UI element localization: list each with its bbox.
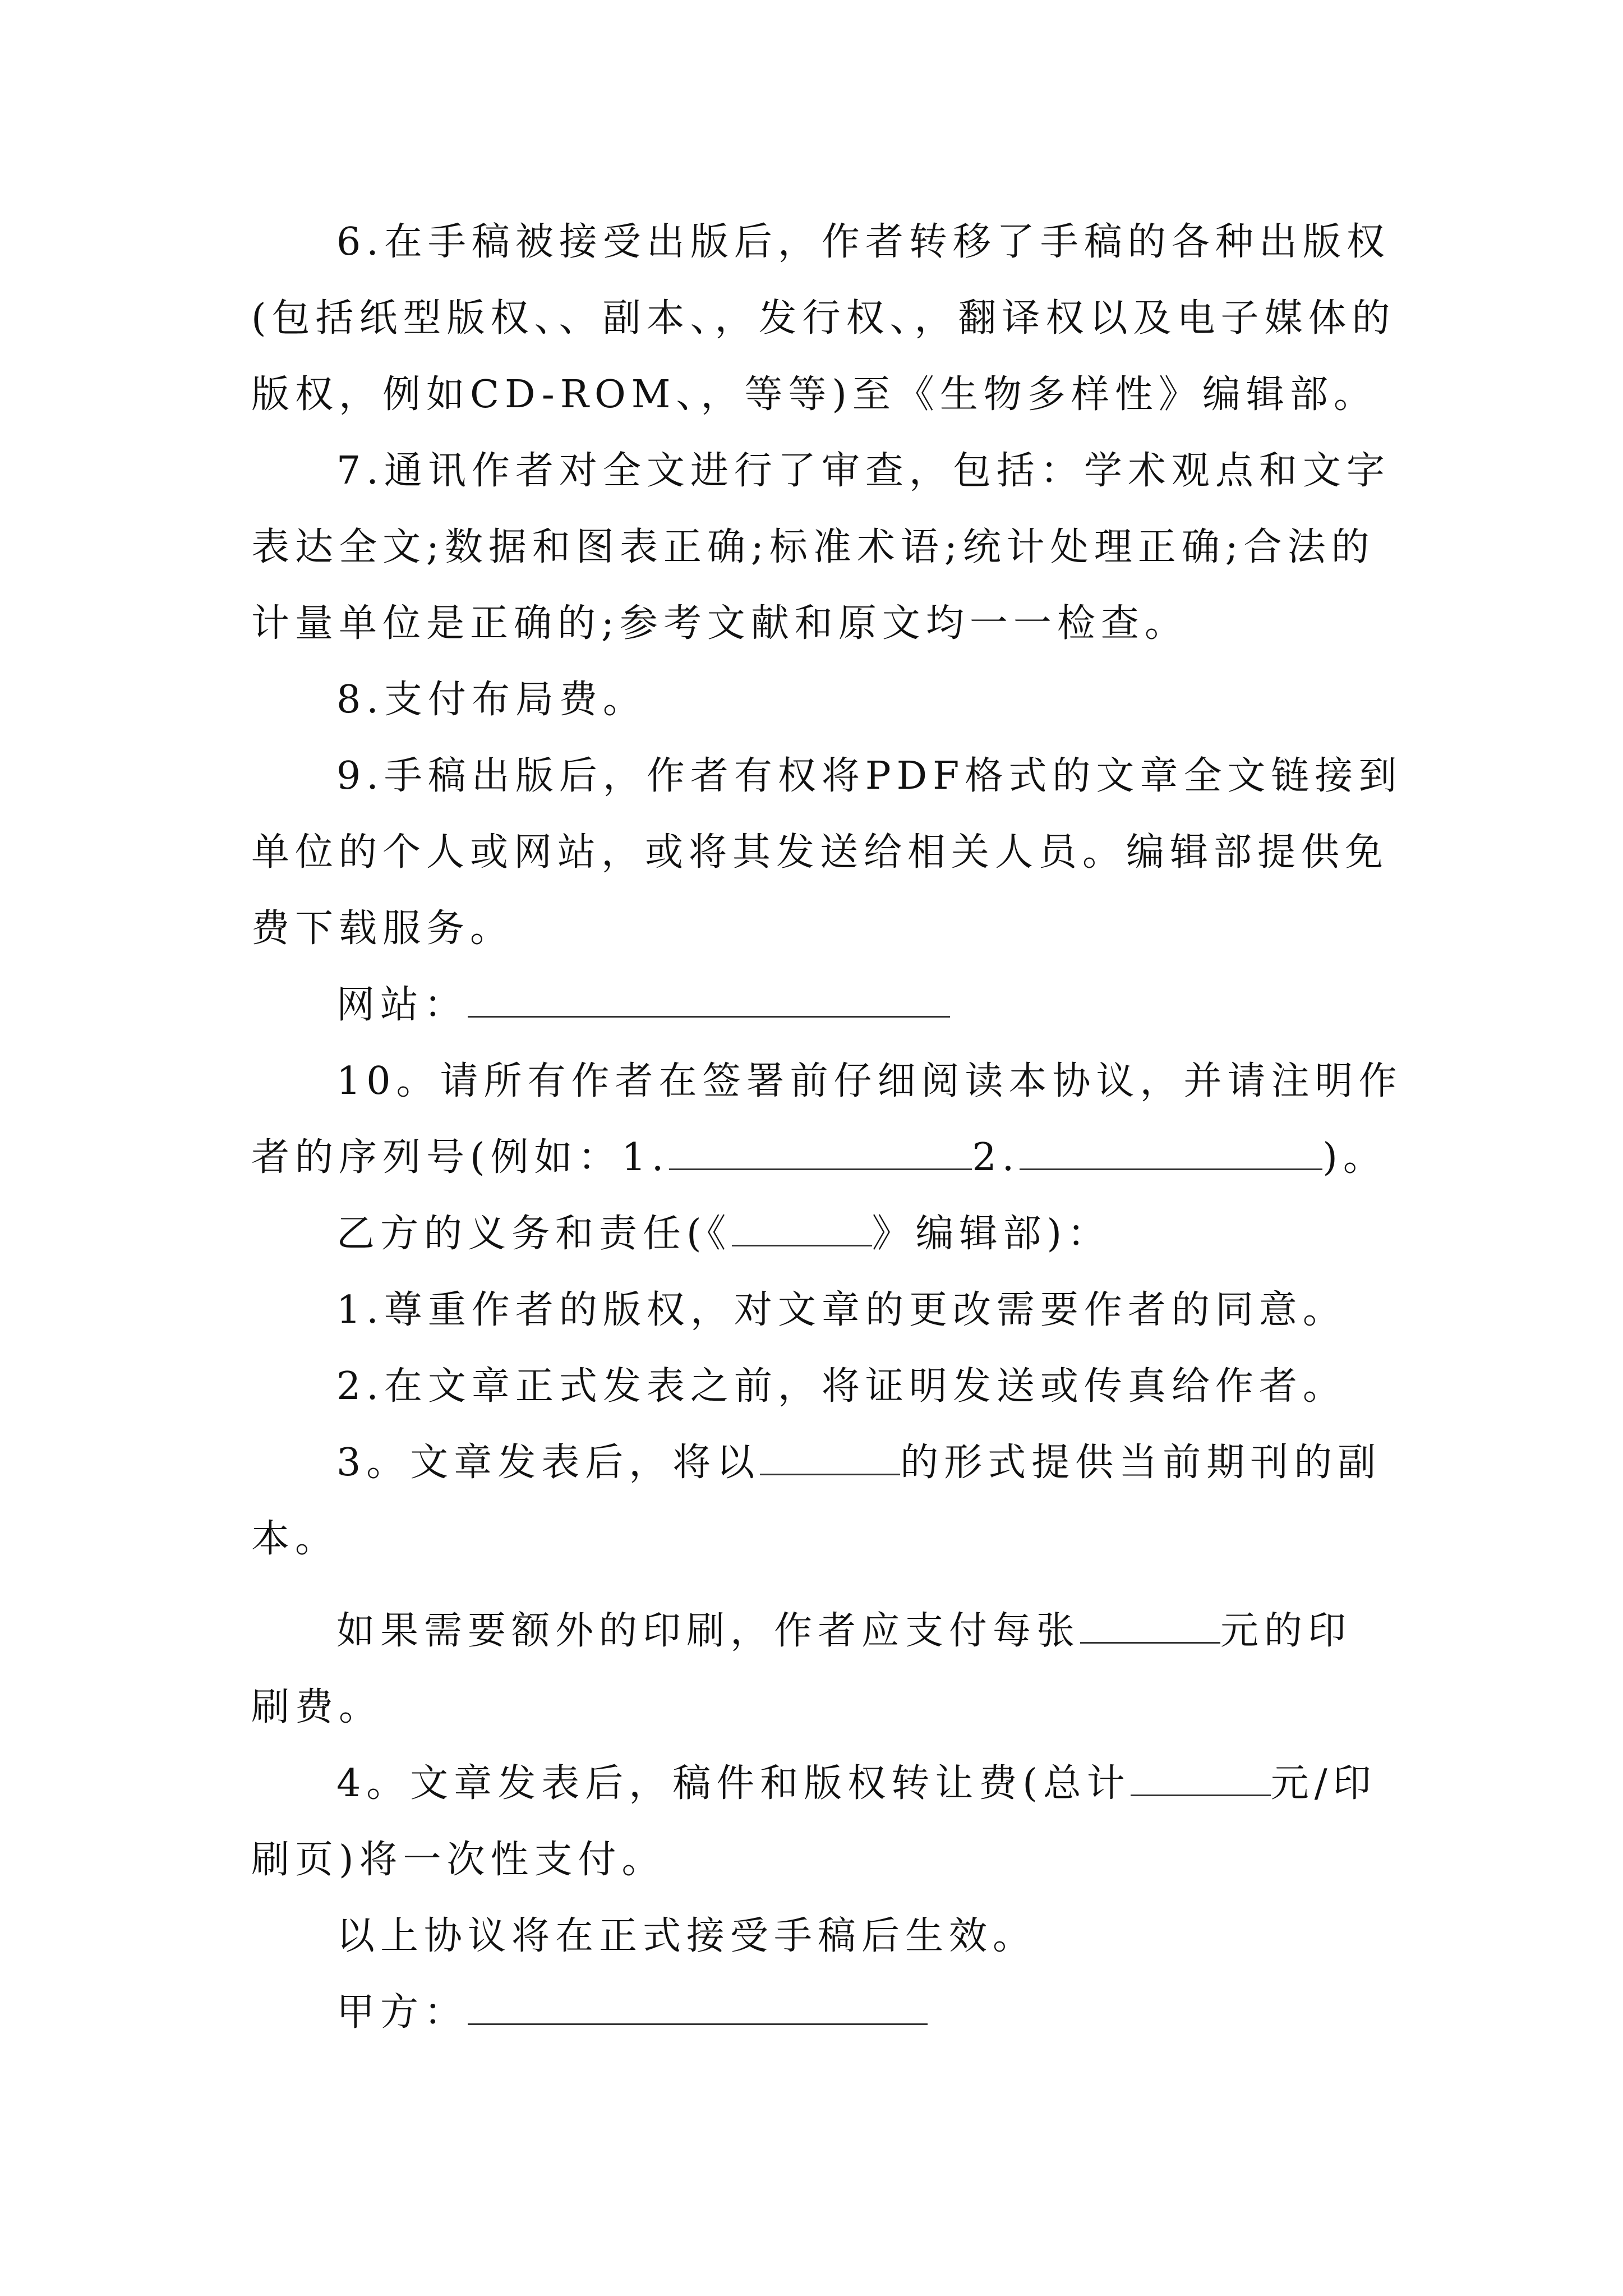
b4-line2: 刷页)将一次性支付。 [251,1838,666,1882]
website-line [336,977,1385,1033]
item6-line3: 版权，例如CD-ROM、，等等)至《生物多样性》编辑部。 [251,372,1377,417]
website-label: 网站： [336,983,468,1027]
extra-print-line1 [336,1603,1385,1659]
print-fee-blank[interactable] [1080,1608,1220,1644]
b3-line1-text-a: 3。文章发表后，将以 [336,1441,760,1485]
b1-line1: 1.尊重作者的版权，对文章的更改需要作者的同意。 [336,1288,1347,1332]
party-a-signature-blank[interactable] [468,1990,928,2025]
item10-line2 [251,1130,1387,1186]
party-b-heading-a: 乙方的义务和责任(《 [336,1212,732,1256]
item9-line2: 单位的个人或网站，或将其发送给相关人员。编辑部提供免 [251,830,1389,875]
b4-line1 [336,1756,1385,1812]
party-b-heading [336,1206,1385,1262]
serial-blank-1[interactable] [669,1135,972,1170]
b3-line1-text-b: 的形式提供当前期刊的副 [900,1441,1382,1485]
item8-line1: 8.支付布局费。 [336,678,647,722]
item7-line2: 表达全文;数据和图表正确;标准术语;统计处理正确;合法的 [251,525,1375,569]
effective-line: 以上协议将在正式接受手稿后生效。 [336,1914,1037,1958]
b4-text-a: 4。文章发表后，稿件和版权转让费(总计 [336,1761,1131,1806]
item10-line1: 10。请所有作者在签署前仔细阅读本协议，并请注明作 [336,1059,1403,1103]
transfer-fee-blank[interactable] [1131,1761,1271,1796]
item9-line3: 费下载服务。 [251,907,514,951]
item10-line2-text-c: )。 [1322,1135,1387,1180]
party-a-label: 甲方： [336,1990,468,2035]
item9-line1: 9.手稿出版后，作者有权将PDF格式的文章全文链接到 [336,754,1403,798]
item7-line3: 计量单位是正确的;参考文献和原文均一一检查。 [251,601,1188,646]
extra-print-text-a: 如果需要额外的印刷，作者应支付每张 [336,1609,1081,1653]
extra-print-line2: 刷费。 [251,1685,383,1729]
b4-text-b: 元/印 [1270,1761,1377,1806]
website-blank[interactable] [468,982,950,1018]
b3-line1 [336,1435,1385,1491]
b3-line2: 本。 [251,1517,339,1561]
copy-form-blank[interactable] [760,1440,900,1475]
item6-line2: (包括纸型版权、、副本、，发行权、，翻译权以及电子媒体的 [251,296,1396,341]
item6-line1: 6.在手稿被接受出版后，作者转移了手稿的各种出版权 [336,220,1390,264]
item7-line1: 7.通讯作者对全文进行了审查，包括：学术观点和文字 [336,449,1390,493]
extra-print-text-b: 元的印 [1220,1609,1352,1653]
party-b-heading-b: 》编辑部)： [872,1212,1112,1256]
party-a-line [336,1985,1385,2041]
b2-line1: 2.在文章正式发表之前，将证明发送或传真给作者。 [336,1364,1347,1409]
item10-line2-text-a: 者的序列号(例如：1. [251,1135,670,1180]
serial-blank-2[interactable] [1020,1135,1322,1170]
item10-line2-text-b: 2. [972,1135,1020,1180]
journal-name-blank[interactable] [732,1211,872,1246]
